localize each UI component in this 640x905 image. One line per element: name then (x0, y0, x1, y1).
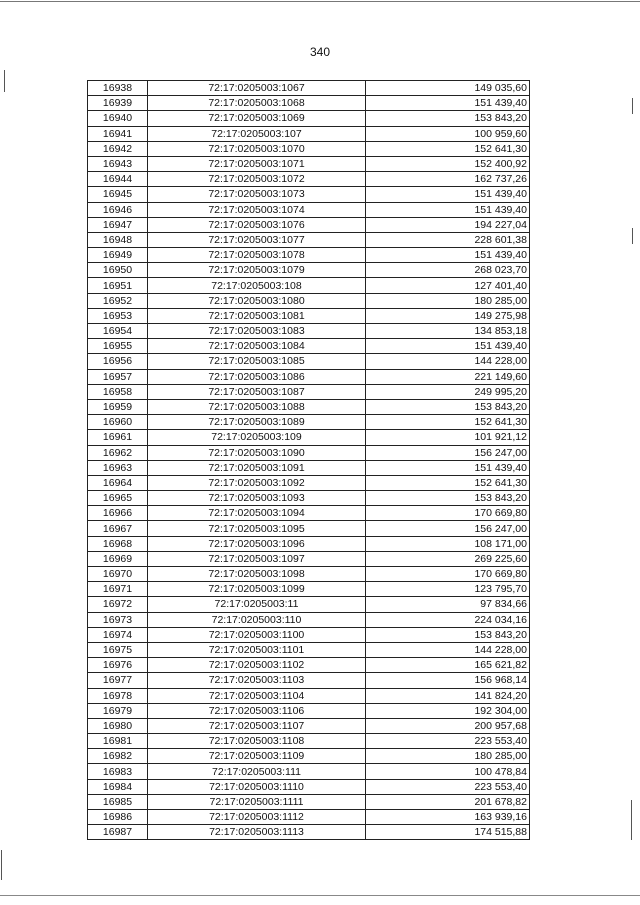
cadastral-number: 72:17:0205003:1092 (148, 475, 366, 490)
table-row (88, 384, 530, 399)
cadastral-number: 72:17:0205003:1089 (148, 415, 366, 430)
cadastral-value: 228 601,38 (366, 232, 530, 247)
row-number: 16959 (88, 399, 148, 414)
table-row (88, 475, 530, 490)
cadastral-value: 165 621,82 (366, 658, 530, 673)
table-row (88, 248, 530, 263)
cadastral-value: 152 641,30 (366, 141, 530, 156)
cadastral-value: 151 439,40 (366, 248, 530, 263)
cadastral-value: 200 957,68 (366, 718, 530, 733)
row-number: 16971 (88, 582, 148, 597)
table-row (88, 734, 530, 749)
cadastral-number: 72:17:0205003:110 (148, 612, 366, 627)
cadastral-number: 72:17:0205003:1090 (148, 445, 366, 460)
cadastral-number: 72:17:0205003:1087 (148, 384, 366, 399)
table-row (88, 293, 530, 308)
row-number: 16972 (88, 597, 148, 612)
cadastral-value-table (87, 80, 530, 840)
cadastral-value: 224 034,16 (366, 612, 530, 627)
scan-margin-mark (1, 850, 2, 880)
cadastral-value: 156 968,14 (366, 673, 530, 688)
cadastral-value: 223 553,40 (366, 734, 530, 749)
table-row (88, 369, 530, 384)
cadastral-number: 72:17:0205003:1078 (148, 248, 366, 263)
cadastral-number: 72:17:0205003:1084 (148, 339, 366, 354)
cadastral-number: 72:17:0205003:1112 (148, 810, 366, 825)
cadastral-value: 127 401,40 (366, 278, 530, 293)
table-row (88, 308, 530, 323)
cadastral-value: 162 737,26 (366, 172, 530, 187)
cadastral-value: 268 023,70 (366, 263, 530, 278)
table-row (88, 172, 530, 187)
cadastral-number: 72:17:0205003:1097 (148, 551, 366, 566)
table-row (88, 597, 530, 612)
cadastral-value: 149 275,98 (366, 308, 530, 323)
row-number: 16948 (88, 232, 148, 247)
cadastral-value: 170 669,80 (366, 506, 530, 521)
row-number: 16979 (88, 703, 148, 718)
table-row (88, 460, 530, 475)
scan-margin-mark (4, 70, 5, 92)
row-number: 16970 (88, 567, 148, 582)
row-number: 16965 (88, 491, 148, 506)
row-number: 16953 (88, 308, 148, 323)
cadastral-number: 72:17:0205003:1067 (148, 81, 366, 96)
table-row (88, 324, 530, 339)
table-row (88, 81, 530, 96)
cadastral-value: 151 439,40 (366, 96, 530, 111)
cadastral-number: 72:17:0205003:1100 (148, 627, 366, 642)
cadastral-number: 72:17:0205003:1085 (148, 354, 366, 369)
scan-margin-mark (631, 800, 632, 840)
table-row (88, 399, 530, 414)
cadastral-number: 72:17:0205003:1104 (148, 688, 366, 703)
bottom-edge-rule (0, 895, 640, 896)
row-number: 16938 (88, 81, 148, 96)
row-number: 16939 (88, 96, 148, 111)
table-row (88, 202, 530, 217)
cadastral-value: 149 035,60 (366, 81, 530, 96)
cadastral-value: 100 959,60 (366, 126, 530, 141)
cadastral-number: 72:17:0205003:1086 (148, 369, 366, 384)
cadastral-number: 72:17:0205003:1072 (148, 172, 366, 187)
row-number: 16963 (88, 460, 148, 475)
row-number: 16982 (88, 749, 148, 764)
cadastral-number: 72:17:0205003:1077 (148, 232, 366, 247)
cadastral-value: 141 824,20 (366, 688, 530, 703)
row-number: 16966 (88, 506, 148, 521)
cadastral-value: 156 247,00 (366, 521, 530, 536)
row-number: 16968 (88, 536, 148, 551)
table-row (88, 612, 530, 627)
cadastral-number: 72:17:0205003:107 (148, 126, 366, 141)
cadastral-value: 269 225,60 (366, 551, 530, 566)
row-number: 16977 (88, 673, 148, 688)
row-number: 16978 (88, 688, 148, 703)
cadastral-value: 108 171,00 (366, 536, 530, 551)
table-row (88, 156, 530, 171)
cadastral-value: 163 939,16 (366, 810, 530, 825)
table-row (88, 642, 530, 657)
cadastral-value: 151 439,40 (366, 187, 530, 202)
cadastral-number: 72:17:0205003:1070 (148, 141, 366, 156)
cadastral-number: 72:17:0205003:1107 (148, 718, 366, 733)
row-number: 16956 (88, 354, 148, 369)
cadastral-value: 134 853,18 (366, 324, 530, 339)
table-row (88, 430, 530, 445)
table-row (88, 141, 530, 156)
row-number: 16975 (88, 642, 148, 657)
row-number: 16980 (88, 718, 148, 733)
cadastral-number: 72:17:0205003:1113 (148, 825, 366, 840)
row-number: 16962 (88, 445, 148, 460)
row-number: 16954 (88, 324, 148, 339)
cadastral-number: 72:17:0205003:1083 (148, 324, 366, 339)
table-row (88, 779, 530, 794)
cadastral-number: 72:17:0205003:1111 (148, 794, 366, 809)
cadastral-number: 72:17:0205003:1093 (148, 491, 366, 506)
cadastral-number: 72:17:0205003:1098 (148, 567, 366, 582)
table-row (88, 339, 530, 354)
cadastral-number: 72:17:0205003:1094 (148, 506, 366, 521)
row-number: 16981 (88, 734, 148, 749)
table-row (88, 582, 530, 597)
row-number: 16941 (88, 126, 148, 141)
cadastral-number: 72:17:0205003:1103 (148, 673, 366, 688)
cadastral-value: 249 995,20 (366, 384, 530, 399)
cadastral-value: 223 553,40 (366, 779, 530, 794)
scan-margin-mark (632, 98, 633, 114)
cadastral-value: 97 834,66 (366, 597, 530, 612)
cadastral-value: 153 843,20 (366, 627, 530, 642)
table-body (88, 81, 530, 840)
cadastral-value: 174 515,88 (366, 825, 530, 840)
table-row (88, 445, 530, 460)
row-number: 16967 (88, 521, 148, 536)
cadastral-number: 72:17:0205003:1069 (148, 111, 366, 126)
row-number: 16958 (88, 384, 148, 399)
row-number: 16960 (88, 415, 148, 430)
table-row (88, 491, 530, 506)
cadastral-value: 152 400,92 (366, 156, 530, 171)
cadastral-number: 72:17:0205003:108 (148, 278, 366, 293)
cadastral-number: 72:17:0205003:1091 (148, 460, 366, 475)
table-row (88, 673, 530, 688)
table-row (88, 794, 530, 809)
cadastral-number: 72:17:0205003:1106 (148, 703, 366, 718)
row-number: 16943 (88, 156, 148, 171)
table-row (88, 111, 530, 126)
cadastral-number: 72:17:0205003:1068 (148, 96, 366, 111)
cadastral-value: 153 843,20 (366, 111, 530, 126)
table-row (88, 415, 530, 430)
table-row (88, 688, 530, 703)
table-row (88, 96, 530, 111)
cadastral-value: 180 285,00 (366, 749, 530, 764)
row-number: 16949 (88, 248, 148, 263)
table-row (88, 749, 530, 764)
table-row (88, 506, 530, 521)
table-row (88, 551, 530, 566)
cadastral-number: 72:17:0205003:1099 (148, 582, 366, 597)
cadastral-number: 72:17:0205003:1074 (148, 202, 366, 217)
row-number: 16976 (88, 658, 148, 673)
row-number: 16951 (88, 278, 148, 293)
table-row (88, 764, 530, 779)
cadastral-number: 72:17:0205003:1076 (148, 217, 366, 232)
cadastral-number: 72:17:0205003:1081 (148, 308, 366, 323)
cadastral-value: 144 228,00 (366, 354, 530, 369)
top-edge-rule (0, 1, 640, 2)
table-row (88, 703, 530, 718)
cadastral-value: 123 795,70 (366, 582, 530, 597)
table-row (88, 567, 530, 582)
cadastral-number: 72:17:0205003:11 (148, 597, 366, 612)
table-row (88, 217, 530, 232)
cadastral-number: 72:17:0205003:1096 (148, 536, 366, 551)
table-row (88, 232, 530, 247)
row-number: 16940 (88, 111, 148, 126)
cadastral-value: 151 439,40 (366, 339, 530, 354)
cadastral-value: 151 439,40 (366, 460, 530, 475)
page-number: 340 (309, 45, 331, 59)
table-row (88, 126, 530, 141)
cadastral-number: 72:17:0205003:1102 (148, 658, 366, 673)
table-row (88, 658, 530, 673)
cadastral-value: 153 843,20 (366, 491, 530, 506)
row-number: 16983 (88, 764, 148, 779)
table-row (88, 627, 530, 642)
row-number: 16986 (88, 810, 148, 825)
row-number: 16945 (88, 187, 148, 202)
row-number: 16955 (88, 339, 148, 354)
row-number: 16964 (88, 475, 148, 490)
cadastral-number: 72:17:0205003:111 (148, 764, 366, 779)
table-row (88, 810, 530, 825)
cadastral-number: 72:17:0205003:1108 (148, 734, 366, 749)
cadastral-value: 153 843,20 (366, 399, 530, 414)
cadastral-number: 72:17:0205003:1073 (148, 187, 366, 202)
cadastral-value: 180 285,00 (366, 293, 530, 308)
cadastral-value: 144 228,00 (366, 642, 530, 657)
row-number: 16984 (88, 779, 148, 794)
row-number: 16942 (88, 141, 148, 156)
cadastral-value: 100 478,84 (366, 764, 530, 779)
row-number: 16961 (88, 430, 148, 445)
cadastral-value: 156 247,00 (366, 445, 530, 460)
table-row (88, 718, 530, 733)
row-number: 16974 (88, 627, 148, 642)
row-number: 16946 (88, 202, 148, 217)
scan-margin-mark (632, 228, 633, 244)
row-number: 16987 (88, 825, 148, 840)
cadastral-value: 194 227,04 (366, 217, 530, 232)
row-number: 16947 (88, 217, 148, 232)
table-row (88, 825, 530, 840)
cadastral-number: 72:17:0205003:1079 (148, 263, 366, 278)
cadastral-number: 72:17:0205003:1101 (148, 642, 366, 657)
cadastral-value: 221 149,60 (366, 369, 530, 384)
cadastral-number: 72:17:0205003:109 (148, 430, 366, 445)
cadastral-value: 192 304,00 (366, 703, 530, 718)
cadastral-value: 151 439,40 (366, 202, 530, 217)
cadastral-number: 72:17:0205003:1109 (148, 749, 366, 764)
cadastral-value: 152 641,30 (366, 475, 530, 490)
row-number: 16973 (88, 612, 148, 627)
table-row (88, 278, 530, 293)
cadastral-value: 201 678,82 (366, 794, 530, 809)
cadastral-value: 101 921,12 (366, 430, 530, 445)
table-row (88, 354, 530, 369)
row-number: 16952 (88, 293, 148, 308)
cadastral-number: 72:17:0205003:1080 (148, 293, 366, 308)
cadastral-number: 72:17:0205003:1110 (148, 779, 366, 794)
row-number: 16985 (88, 794, 148, 809)
cadastral-value: 152 641,30 (366, 415, 530, 430)
cadastral-number: 72:17:0205003:1095 (148, 521, 366, 536)
row-number: 16944 (88, 172, 148, 187)
table-row (88, 536, 530, 551)
table-row (88, 263, 530, 278)
row-number: 16957 (88, 369, 148, 384)
row-number: 16950 (88, 263, 148, 278)
cadastral-number: 72:17:0205003:1088 (148, 399, 366, 414)
table-row (88, 521, 530, 536)
cadastral-value: 170 669,80 (366, 567, 530, 582)
cadastral-number: 72:17:0205003:1071 (148, 156, 366, 171)
row-number: 16969 (88, 551, 148, 566)
table-row (88, 187, 530, 202)
